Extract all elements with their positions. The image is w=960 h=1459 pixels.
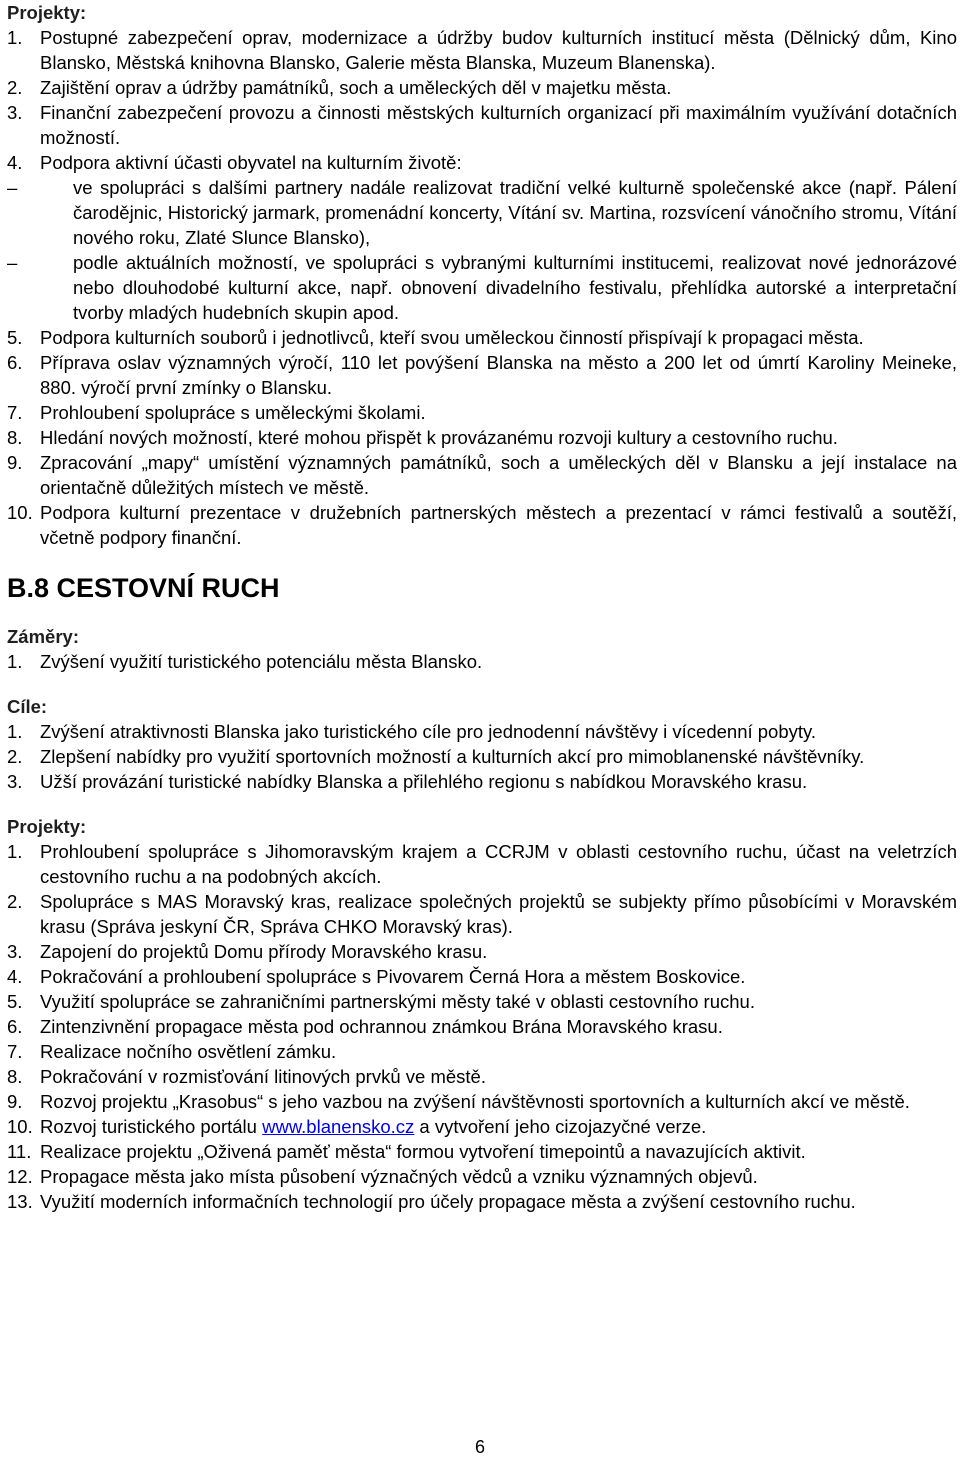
list-item [7,25,957,75]
item-number: 2. [7,746,23,767]
blanensko-portal-link[interactable]: www.blanensko.cz [262,1116,415,1137]
list-item [7,100,957,150]
list-item [7,649,957,674]
item-text: Zvýšení atraktivnosti Blanska jako turistického cíle pro jednodenní návštěvy i vícedenní pobyty. [40,721,817,742]
dash-marker: – [7,252,18,273]
item-number: 3. [7,771,23,792]
item-text: Podpora kulturní prezentace v družebních partnerských městech a prezentací v rámci festivalů a soutěží, včetně podpory finanční. [40,502,957,548]
section-title: B.8 CESTOVNÍ RUCH [7,573,280,603]
item-text: Využití spolupráce se zahraničními partnerskými městy také v oblasti cestovního ruchu. [40,991,755,1012]
list-item [7,769,957,794]
item-text: Spolupráce s MAS Moravský kras, realizace společných projektů se subjekty přímo působícími v Moravském krasu (Správa jeskyní ČR, Správa CHKO Moravský kras). [40,891,957,937]
list-item [7,719,957,744]
goals-list [7,719,957,794]
item-text: Rozvoj projektu „Krasobus“ s jeho vazbou na zvýšení návštěvnosti sportovních a kulturních akcí ve městě. [40,1091,910,1112]
item-number: 6. [7,1016,23,1037]
list-item [7,1164,957,1189]
list-item [7,1064,957,1089]
aims-heading: Záměry: [7,626,79,647]
item-number: 2. [7,77,23,98]
projects-heading: Projekty: [7,2,87,23]
item-text: Zpracování „mapy“ umístění významných památníků, soch a uměleckých děl v Blansku a její instalace na orientačně důležitých místech ve městě. [40,452,957,498]
item-number: 6. [7,352,23,373]
item-text: Pokračování a prohloubení spolupráce s Pivovarem Černá Hora a městem Boskovice. [40,966,746,987]
item-text: Prohloubení spolupráce s uměleckými školami. [40,402,426,423]
item-number: 1. [7,651,23,672]
item-text: Zlepšení nabídky pro využití sportovních možností a kulturních akcí pro mimoblanenské návštěvníky. [40,746,865,767]
document-page [7,0,957,1214]
item-text: Zvýšení využití turistického potenciálu města Blansko. [40,651,483,672]
item-text: Finanční zabezpečení provozu a činnosti městských kulturních organizací při maximálním využívání dotačních možností. [40,102,957,148]
item-number: 1. [7,721,23,742]
list-item [7,75,957,100]
list-item [7,450,957,500]
item-number: 3. [7,941,23,962]
aims-list [7,649,957,674]
list-item [7,989,957,1014]
item-text: Užší provázání turistické nabídky Blanska a přilehlého regionu s nabídkou Moravského krasu. [40,771,808,792]
page-number: 6 [474,1437,485,1457]
list-item [7,744,957,769]
item-number: 1. [7,27,23,48]
projects-heading-2: Projekty: [7,816,87,837]
item-text: Propagace města jako místa působení význačných vědců a vzniku významných objevů. [40,1166,758,1187]
item-number: 4. [7,966,23,987]
item-text: Realizace nočního osvětlení zámku. [40,1041,337,1062]
item-text: Zajištění oprav a údržby památníků, soch a uměleckých děl v majetku města. [40,77,672,98]
item-number: 11. [7,1141,32,1162]
item-text: Podpora kulturních souborů i jednotlivců, kteří svou uměleckou činností přispívají k propagaci města. [40,327,864,348]
list-item [7,1114,957,1139]
list-item [7,400,957,425]
item-number: 8. [7,1066,23,1087]
item-number: 1. [7,841,23,862]
item-number: 2. [7,891,23,912]
item-text: Realizace projektu „Oživená paměť města“ formou vytvoření timepointů a navazujících aktivit. [40,1141,806,1162]
list-item [7,325,957,350]
item-text: Postupné zabezpečení oprav, modernizace a údržby budov kulturních institucí města (Dělnický dům, Kino Blansko, Městská knihovna Blansko, Galerie města Blanska, Muzeum Blanenska). [40,27,957,73]
item-text: Hledání nových možností, které mohou přispět k provázanému rozvoji kultury a cestovního ruchu. [40,427,838,448]
item-number: 10. [7,502,33,523]
item-number: 4. [7,152,23,173]
dash-marker: – [7,177,18,198]
sub-item-text: ve spolupráci s dalšími partnery nadále realizovat tradiční velké kulturně společenské akce (např. Pálení čarodějnic, Historický jarmark, promenádní koncerty, Vítání sv. Martina, rozsvícení vánočního stromu, Vítání nového roku, Zlaté Slunce Blansko), [73,177,957,248]
list-item [7,939,957,964]
item-number: 13. [7,1191,33,1212]
list-item [7,839,957,889]
sub-item-text: podle aktuálních možností, ve spolupráci s vybranými kulturními institucemi, realizovat nové jednorázové nebo dlouhodobé kulturní akce, např. obnovení divadelního festivalu, přehlídka autorské a interpretační tvorby mladých hudebních skupin apod. [73,252,957,323]
item-text: Prohloubení spolupráce s Jihomoravským krajem a CCRJM v oblasti cestovního ruchu, účast na veletrzích cestovního ruchu a na podobných akcích. [40,841,957,887]
culture-projects-list [7,25,957,550]
item-text: Pokračování v rozmisťování litinových prvků ve městě. [40,1066,486,1087]
list-item [7,964,957,989]
item-number: 7. [7,402,23,423]
item-text: Využití moderních informačních technologií pro účely propagace města a zvýšení cestovního ruchu. [40,1191,856,1212]
list-item [7,425,957,450]
item-text-after-link: a vytvoření jeho cizojazyčné verze. [414,1116,707,1137]
list-item [7,1039,957,1064]
list-item [7,1014,957,1039]
item-number: 12. [7,1166,33,1187]
sub-list-item [7,175,957,250]
list-item [7,1189,957,1214]
tourism-projects-list [7,839,957,1214]
item-number: 8. [7,427,23,448]
item-text: Podpora aktivní účasti obyvatel na kulturním životě: [40,152,462,173]
item-number: 9. [7,452,23,473]
goals-heading: Cíle: [7,696,48,717]
list-item [7,1089,957,1114]
item-number: 5. [7,327,23,348]
item-text: Příprava oslav významných výročí, 110 let povýšení Blanska na město a 200 let od úmrtí Karoliny Meineke, 880. výročí první zmínky o Blansku. [40,352,957,398]
list-item [7,889,957,939]
item-number: 9. [7,1091,23,1112]
list-item [7,350,957,400]
item-number: 10. [7,1116,33,1137]
list-item [7,150,957,325]
list-item [7,500,957,550]
sub-list [7,175,957,325]
item-text-before-link: Rozvoj turistického portálu [40,1116,263,1137]
list-item [7,1139,957,1164]
item-number: 7. [7,1041,23,1062]
item-number: 3. [7,102,23,123]
item-number: 5. [7,991,23,1012]
item-text: Zintenzivnění propagace města pod ochrannou známkou Brána Moravského krasu. [40,1016,723,1037]
item-text: Zapojení do projektů Domu přírody Moravského krasu. [40,941,488,962]
sub-list-item [7,250,957,325]
